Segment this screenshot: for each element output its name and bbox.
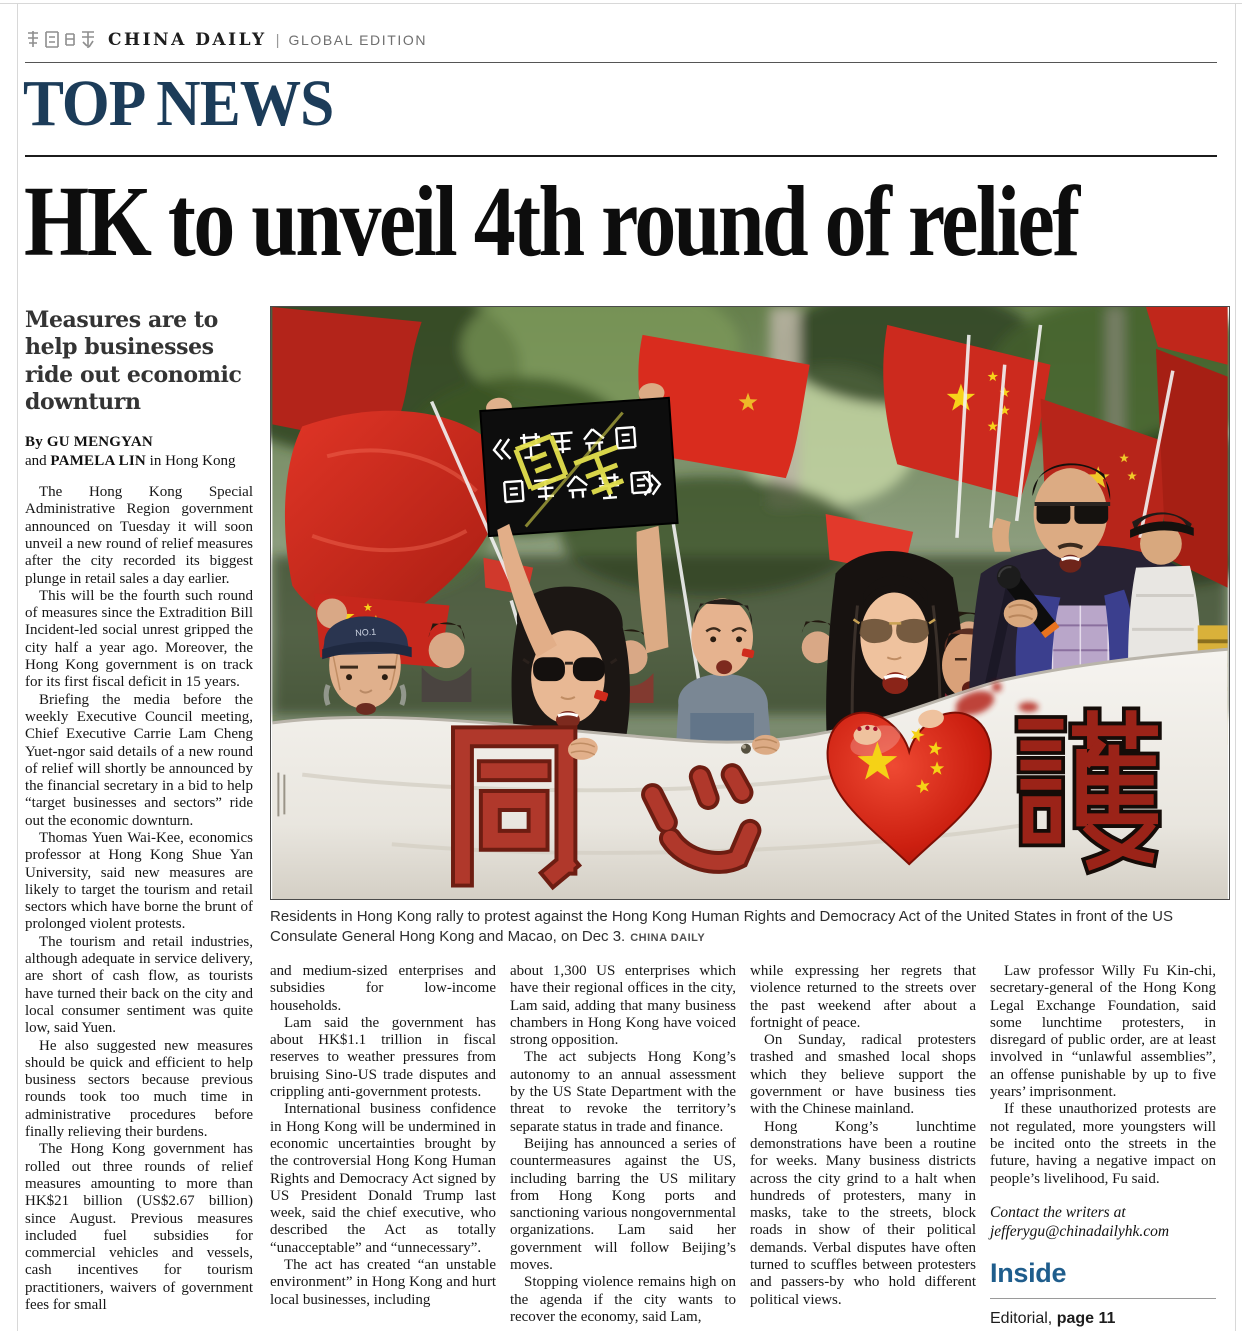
paragraph: Beijing has announced a series of countermeasures against the US, including barring the US military from Hong Kong ports and sanctioning various nongovernmental organizations. Lam said her government will follow Beijing’s moves.: [510, 1135, 736, 1274]
paragraph: He also suggested new measures should be quick and efficient to help business sectors because previous rounds took too much time in administrative procedures before finally relieving their burdens.: [25, 1037, 253, 1141]
contact-line1: Contact the writers at: [990, 1203, 1126, 1221]
article-column-2: [270, 963, 496, 1331]
article-column-4: [750, 963, 976, 1331]
paragraph: The Hong Kong government has rolled out three rounds of relief measures amounting to more than HK$21 billion (US$2.67 billion) since August. Previous measures included fuel subsidies for commercial vehicles and vessels, cash incentives for tourism practitioners, waivers of government fees for small: [25, 1141, 253, 1314]
paragraph: The tourism and retail industries, although adequate in service delivery, are short of cash flow, as tourists have turned their back on the city and local consumer sentiment was quite low, said Yuen.: [25, 933, 253, 1037]
photo-credit: CHINA DAILY: [630, 931, 706, 944]
inside-rule: [990, 1298, 1216, 1299]
paragraph: This will be the fourth such round of measures since the Extradition Bill Incident-led social unrest gripped the city half a year ago. Moreover, the Hong Kong government is on track for its first fiscal deficit in 15 years.: [25, 587, 253, 691]
contact-email: jefferygu@chinadailyhk.com: [990, 1223, 1170, 1241]
paragraph: while expressing her regrets that violence returned to the streets over the past weekend after about a fortnight of peace.: [750, 963, 976, 1031]
article-column-1: [25, 307, 253, 1314]
paragraph: International business confidence in Hong Kong will be undermined in economic uncertainties brought by the controversial Hong Kong Human Rights and Democracy Act signed by US President Donald Trump last week, said the chief executive, who described the Act as totally “unacceptable” and “unnecessary”.: [270, 1101, 496, 1256]
page-edge-left: [17, 3, 18, 1331]
page-edge-top: [0, 3, 1242, 4]
photo-caption: [270, 907, 1230, 948]
main-headline: HK to unveil 4th round of relief: [24, 165, 1078, 277]
paragraph: If these unauthorized protests are not regulated, more youngsters will be incited onto the streets in the future, having a negative impact on people’s livelihood, Fu said.: [990, 1101, 1216, 1187]
paragraph: Law professor Willy Fu Kin-chi, secretary-general of the Hong Kong Legal Exchange Foundation, said some lunchtime protesters, in disregard of public order, are at least involved in “unlawful assemblies”, an offense punishable by up to five years’ imprisonment.: [990, 963, 1216, 1101]
masthead-separator: |: [275, 31, 280, 49]
article-deck: Measures are to help businesses ride out economic downturn: [25, 307, 242, 415]
byline: [25, 433, 253, 471]
paragraph: The act subjects Hong Kong’s autonomy to an annual assessment by the US State Department with the threat to revoke the territory’s separate status in trade and finance.: [510, 1049, 736, 1135]
caption-text: Residents in Hong Kong rally to protest against the Hong Kong Human Rights and Democracy Act of the United States in front of the US Consulate General Hong Kong and Macao, on Dec 3.: [270, 908, 1173, 945]
body-column-1: [25, 484, 253, 1314]
protest-sign: [479, 382, 677, 536]
masthead-rule: [25, 62, 1217, 63]
paragraph: and medium-sized enterprises and subsidies for low-income households.: [270, 963, 496, 1014]
inside-heading: Inside: [990, 1257, 1067, 1288]
china-daily-cn-logo-icon: [25, 30, 99, 50]
inside-item-page: page 11: [1056, 1309, 1116, 1327]
paragraph: Stopping violence remains high on the agenda if the city wants to recover the economy, said Lam,: [510, 1274, 736, 1325]
cap-logo-text: NO.1: [354, 626, 377, 639]
news-photo: [270, 306, 1230, 900]
byline-author2: PAMELA LIN: [50, 453, 146, 470]
photo-block: [270, 306, 1230, 948]
contact-writers: [990, 1203, 1216, 1242]
byline-location: in Hong Kong: [145, 453, 236, 470]
section-title: TOP NEWS: [23, 67, 334, 140]
paragraph: about 1,300 US enterprises which have their regional offices in the city, Lam said, adding that many business chambers in Hong Kong have voiced strong opposition.: [510, 963, 736, 1049]
inside-item-label: Editorial,: [990, 1309, 1057, 1327]
paragraph: On Sunday, radical protesters trashed and smashed local shops which they believe support the government or have business ties with the Chinese mainland.: [750, 1032, 976, 1118]
masthead-edition: GLOBAL EDITION: [288, 32, 428, 48]
bottom-columns: [270, 963, 1216, 1331]
inside-item: [990, 1310, 1216, 1328]
paragraph: The Hong Kong Special Administrative Region government announced on Tuesday it will soon unveil a new round of relief measures after the city recorded its biggest plunge in retail sales a day earlier.: [25, 484, 253, 587]
paragraph: The act has created “an unstable environment” in Hong Kong and hurt local businesses, including: [270, 1257, 496, 1308]
byline-author1: By GU MENGYAN: [25, 434, 153, 451]
paragraph: Thomas Yuen Wai-Kee, economics professor at Hong Kong Shue Yan University, said new measures are likely to target the tourism and retail sectors which have borne the brunt of prolonged violent protests.: [25, 830, 253, 933]
masthead-brand: CHINA DAILY: [108, 30, 267, 50]
paragraph: Briefing the media before the weekly Executive Council meeting, Chief Executive Carrie Lam Cheng Yuet-ngor said details of a new round of relief will shortly be announced by the financial secretary in a bid to help “target businesses and sectors” ride out the economic downturn.: [25, 691, 253, 829]
article-column-5: [990, 963, 1216, 1331]
paragraph: Hong Kong’s lunchtime demonstrations have been a routine for weeks. Many business districts across the city grind to a halt when hundreds of protesters, many in masks, take to the streets, block roads in show of their political demands. Verbal disputes have often turned to scuffles between protesters and passers-by who hold different political views.: [750, 1118, 976, 1308]
masthead: [25, 30, 427, 50]
paragraph: Lam said the government has about HK$1.1 trillion in fiscal reserves to weather pressures from bruising Sino-US trade disputes and crippling anti-government protests.: [270, 1014, 496, 1101]
byline-and: and: [25, 453, 51, 470]
section-rule: [25, 155, 1217, 157]
article-column-3: [510, 963, 736, 1331]
page-edge-right: [1235, 3, 1236, 1331]
